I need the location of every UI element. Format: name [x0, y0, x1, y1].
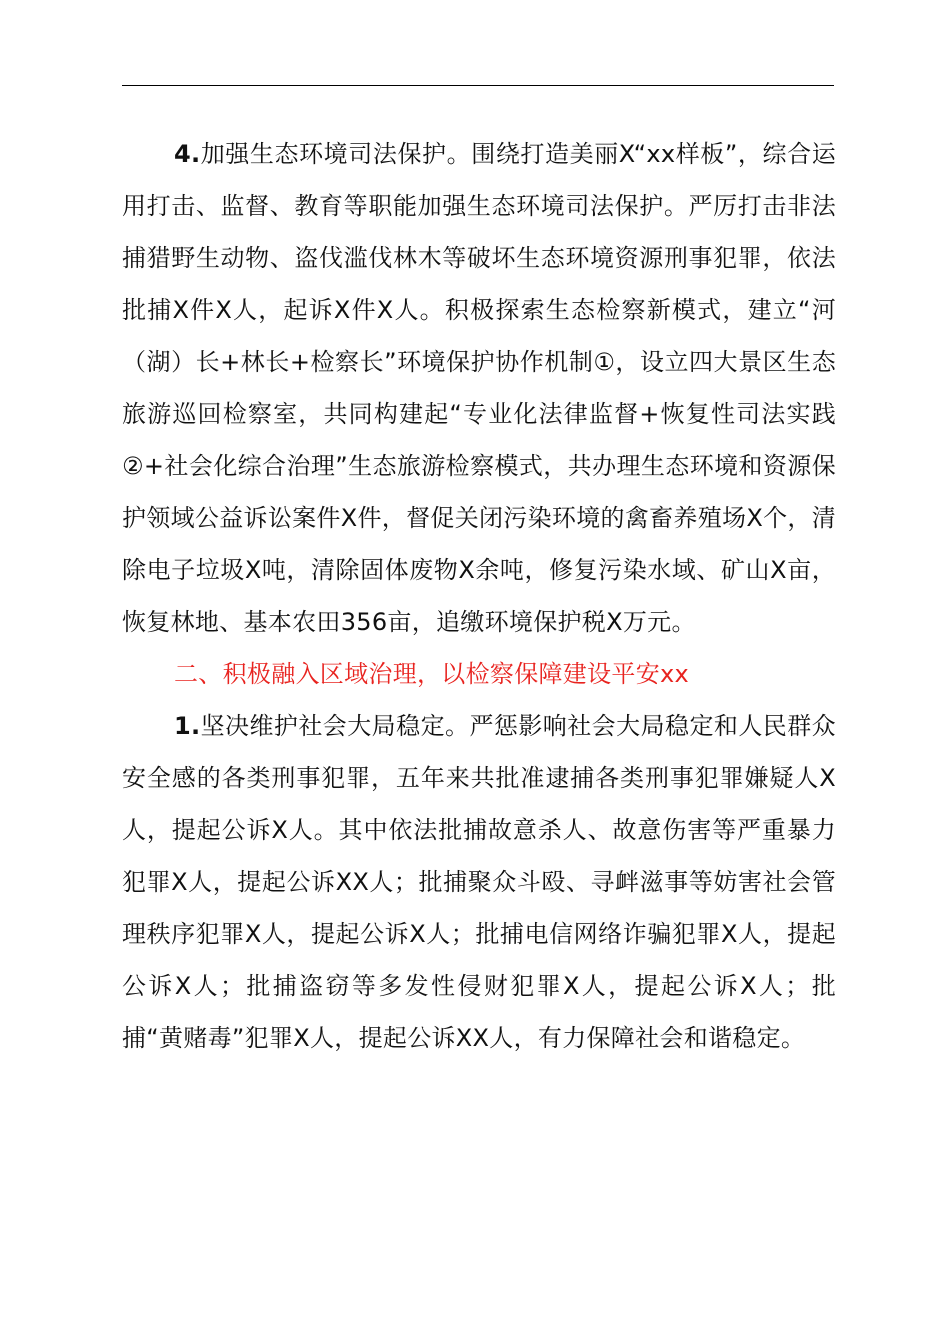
header-rule	[122, 85, 834, 86]
paragraph-text: 坚决维护社会大局稳定。严惩影响社会大局稳定和人民群众安全感的各类刑事犯罪，五年来共批准逮捕各类刑事犯罪嫌疑人X人，提起公诉X人。其中依法批捕故意杀人、故意伤害等严重暴力犯罪X人，提起公诉XX人；批捕聚众斗殴、寻衅滋事等妨害社会管理秩序犯罪X人，提起公诉X人；批捕电信网络诈骗犯罪X人，提起公诉X人；批捕盗窃等多发性侵财犯罪X人，提起公诉X人；批捕“黄赌毒”犯罪X人，提起公诉XX人，有力保障社会和谐稳定。	[122, 712, 836, 1052]
paragraph-ecology-protection	[122, 128, 836, 648]
document-body	[122, 128, 836, 1064]
paragraph-social-stability	[122, 700, 836, 1064]
paragraph-text: 加强生态环境司法保护。围绕打造美丽X“xx样板”，综合运用打击、监督、教育等职能加强生态环境司法保护。严厉打击非法捕猎野生动物、盗伐滥伐林木等破坏生态环境资源刑事犯罪，依法批捕X件X人，起诉X件X人。积极探索生态检察新模式，建立“河（湖）长+林长+检察长”环境保护协作机制①，设立四大景区生态旅游巡回检察室，共同构建起“专业化法律监督+恢复性司法实践②+社会化综合治理”生态旅游检察模式，共办理生态环境和资源保护领域公益诉讼案件X件，督促关闭污染环境的禽畜养殖场X个，清除电子垃圾X吨，清除固体废物X余吨，修复污染水域、矿山X亩，恢复林地、基本农田356亩，追缴环境保护税X万元。	[122, 140, 836, 636]
paragraph-number: 1.	[174, 712, 201, 740]
paragraph-number: 4.	[174, 140, 201, 168]
section-heading: 二、积极融入区域治理，以检察保障建设平安xx	[174, 660, 690, 688]
